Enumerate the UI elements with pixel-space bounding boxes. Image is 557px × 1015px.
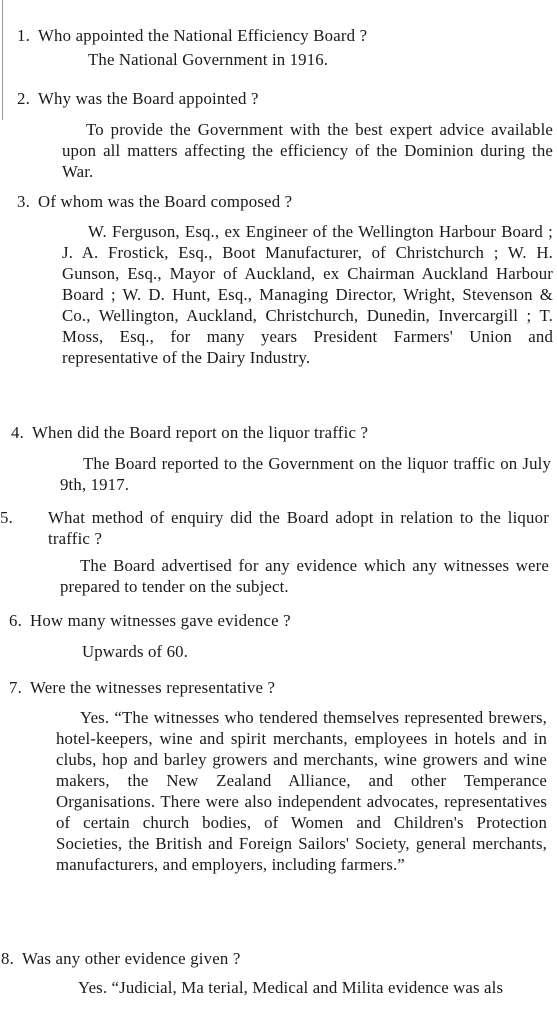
- answer-1: The National Government in 1916.: [88, 50, 329, 69]
- question-number: 4.: [11, 423, 24, 442]
- question-number: 7.: [9, 678, 22, 697]
- answer-6: Upwards of 60.: [82, 642, 189, 661]
- qa-item-2: [0, 88, 557, 182]
- question-text: Of whom was the Board composed ?: [38, 192, 293, 211]
- question-text: Who appointed the National Efficiency Board ?: [38, 26, 368, 45]
- question-text-block: [48, 507, 549, 549]
- answer-4: The Board reported to the Government on the liquor traffic on July 9th, 1917.: [60, 454, 551, 494]
- question-4: [0, 422, 557, 443]
- answer-5: The Board advertised for any evidence which any witnesses were prepared to tender on the subject.: [60, 556, 549, 596]
- question-number: 2.: [17, 89, 30, 108]
- question-text: Were the witnesses representative ?: [30, 678, 276, 697]
- question-text: When did the Board report on the liquor traffic ?: [32, 423, 369, 442]
- question-text: How many witnesses gave evidence ?: [30, 611, 291, 630]
- question-number: 1.: [17, 26, 30, 45]
- question-1: [0, 25, 557, 46]
- question-text: What method of enquiry did the Board adopt in relation to the liquor traffic ?: [48, 508, 549, 548]
- question-3: [0, 191, 557, 212]
- question-number: 8.: [1, 949, 14, 968]
- answer-2: To provide the Government with the best expert advice available upon all matters affecting the efficiency of the Dominion during the War.: [62, 120, 553, 181]
- qa-item-1: [0, 25, 557, 70]
- question-8: [0, 948, 557, 969]
- question-number: 6.: [9, 611, 22, 630]
- answer-7: Yes. “The witnesses who tendered themselves represented brewers, hotel-keepers, wine and spirit merchants, employees in hotels and in clubs, hop and barley growers and merchants, wine growers and wine makers, the New Zealand Alliance, and other Temperance Organisations. There were also independent advocates, representatives of certain church bodies, of Women and Children's Protection Societies, the British and Foreign Sailors' Society, general merchants, manufacturers, and employers, including farmers.”: [56, 708, 547, 874]
- answer-3: W. Ferguson, Esq., ex Engineer of the Wellington Harbour Board ; J. A. Frostick, Esq., Boot Manufacturer, of Christchurch ; W. H. Gunson, Esq., Mayor of Auckland, ex Chairman Auckland Harbour Board ; W. D. Hunt, Esq., Managing Director, Wright, Stevenson & Co., Wellington, Auckland, Christchurch, Dunedin, Invercargill ; T. Moss, Esq., for many years President Farmers' Union and representative of the Dairy Industry.: [62, 222, 553, 367]
- qa-item-4: [0, 422, 557, 495]
- question-text: Why was the Board appointed ?: [38, 89, 259, 108]
- answer-8: Yes. “Judicial, Ma terial, Medical and Milita evidence was als: [78, 978, 504, 997]
- question-number: 3.: [17, 192, 30, 211]
- question-7: [0, 677, 557, 698]
- qa-item-3: [0, 191, 557, 368]
- qa-item-5: [0, 507, 557, 597]
- question-6: [0, 610, 557, 631]
- question-2: [0, 88, 557, 109]
- question-5: [0, 507, 549, 549]
- qa-item-8: [0, 948, 557, 998]
- question-number: 5.: [0, 508, 13, 527]
- qa-item-6: [0, 610, 557, 662]
- qa-item-7: [0, 677, 557, 875]
- question-text: Was any other evidence given ?: [22, 949, 241, 968]
